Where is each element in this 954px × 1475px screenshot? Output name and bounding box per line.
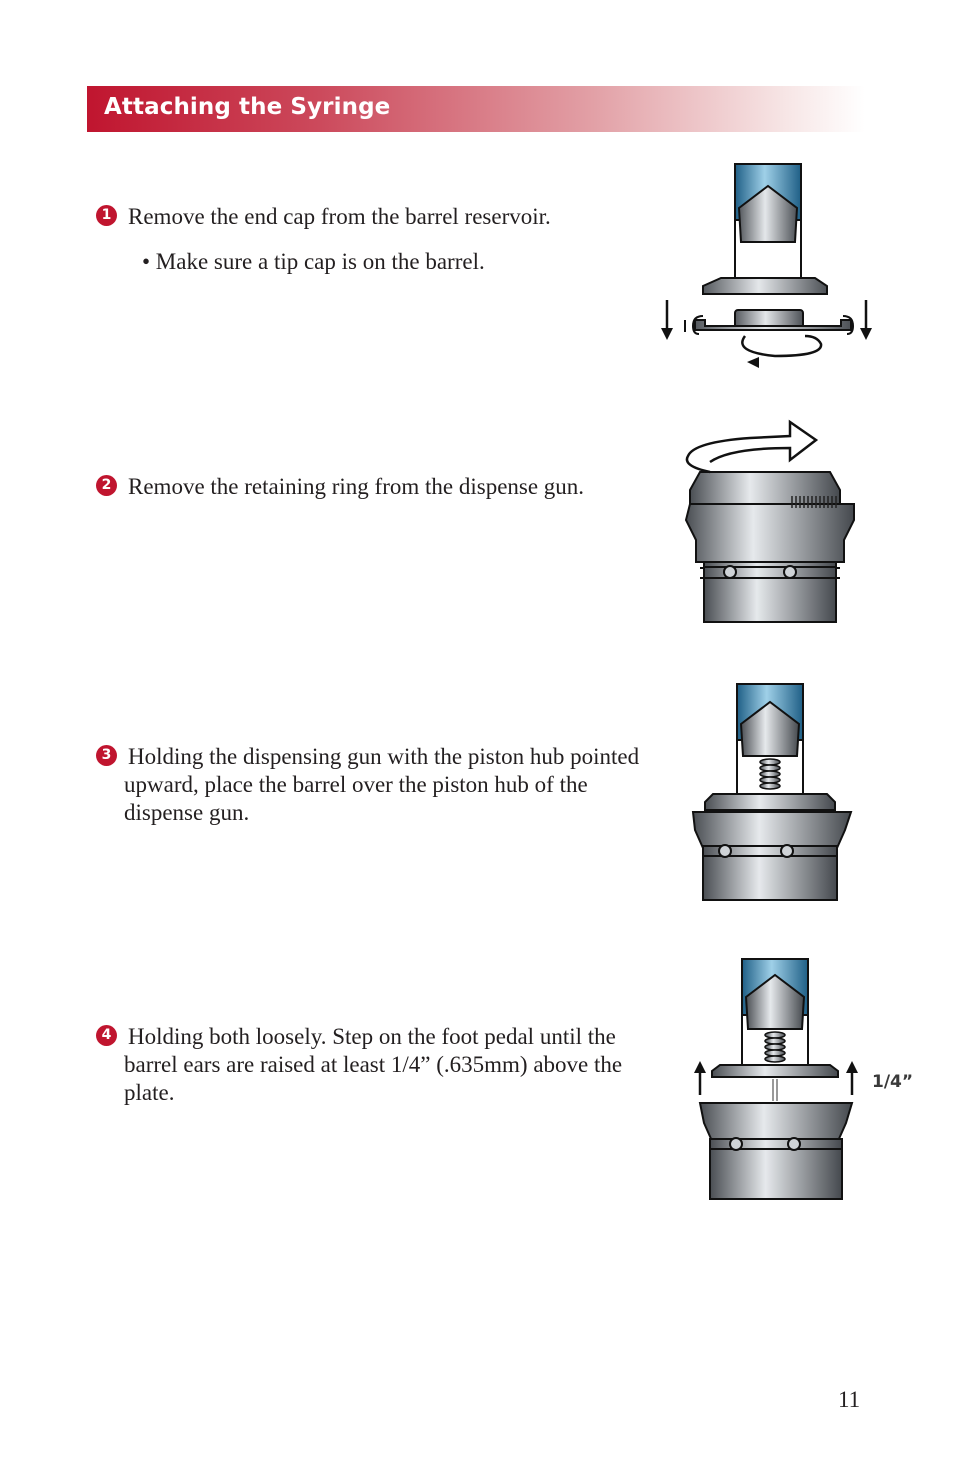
end-cap-removal-illustration — [655, 160, 880, 375]
step-2-number: 2 — [96, 475, 117, 496]
barrel-over-piston-illustration — [685, 680, 855, 902]
barrel-raised-illustration — [680, 955, 920, 1203]
retaining-ring-removal-illustration — [680, 412, 860, 624]
step-3-text: Holding the dispensing gun with the piston hub pointed upward, place the barrel over the piston hub of the dispense gun. — [124, 744, 640, 825]
step-4-number: 4 — [96, 1025, 117, 1046]
section-title: Attaching the Syringe — [104, 94, 391, 120]
step-1-bullet: • Make sure a tip cap is on the barrel. — [142, 249, 485, 274]
dimension-label: 1/4” — [872, 1072, 914, 1092]
step-3-number: 3 — [96, 745, 117, 766]
step-4-text: Holding both loosely. Step on the foot pedal until the barrel ears are raised at least 1/4” (.635mm) above the plate. — [124, 1024, 623, 1105]
step-1-text: Remove the end cap from the barrel reservoir. — [128, 204, 551, 229]
step-1-number: 1 — [96, 205, 117, 226]
section-header-bar — [87, 86, 865, 132]
step-2-text: Remove the retaining ring from the dispense gun. — [128, 474, 585, 499]
page-number: 11 — [838, 1387, 861, 1412]
